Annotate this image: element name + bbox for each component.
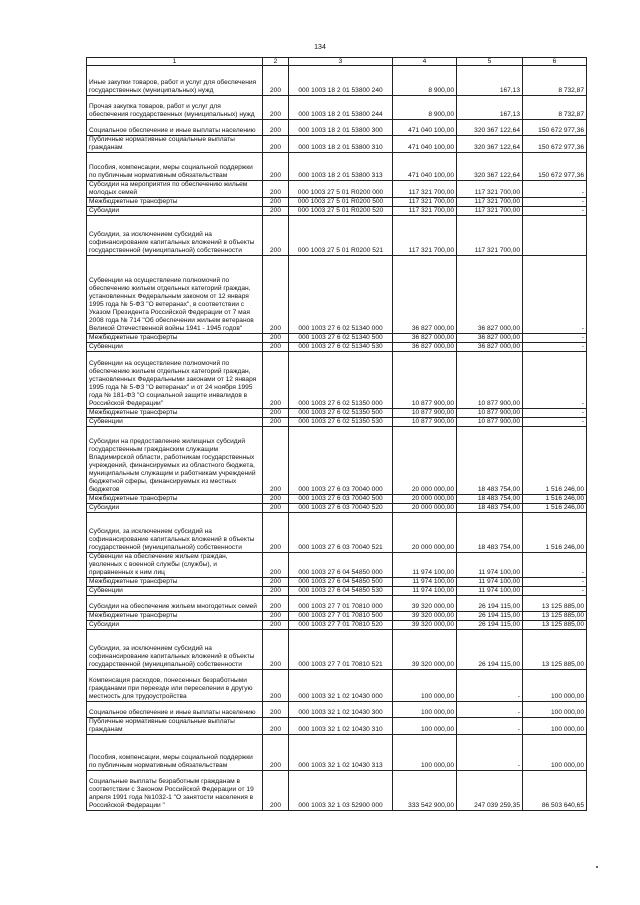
row-name: Субвенции на осуществление полномочий по обеспечению жильем отдельных категорий граждан, установленных Федеральными законами от 12 января 1995 года № 5-ФЗ "О ветеранах" и от 24 ноября 1995 года № 181-ФЗ "О социальной защите инвалидов в Российской Федерации" — [87, 352, 263, 409]
table-body — [87, 66, 587, 811]
row-budget-code: 000 1003 27 7 01 70810 520 — [289, 621, 393, 630]
row-unexecuted-amount: 150 672 977,36 — [523, 136, 587, 153]
row-approved-amount: 39 320 000,00 — [393, 596, 457, 612]
row-line-code: 200 — [263, 256, 289, 334]
row-line-code: 200 — [263, 153, 289, 181]
row-approved-amount: 10 877 900,00 — [393, 352, 457, 409]
row-unexecuted-amount: 86 503 640,65 — [523, 771, 587, 811]
row-unexecuted-amount: 1 516 246,00 — [523, 513, 587, 553]
row-name: Межбюджетные трансферты — [87, 334, 263, 343]
row-executed-amount: 18 483 754,00 — [457, 495, 523, 504]
row-line-code: 200 — [263, 495, 289, 504]
row-budget-code: 000 1003 27 5 01 R0200 500 — [289, 198, 393, 207]
budget-execution-table — [86, 57, 587, 811]
table-row — [87, 136, 587, 153]
row-name: Межбюджетные трансферты — [87, 495, 263, 504]
row-line-code: 200 — [263, 587, 289, 596]
row-unexecuted-amount: 100 000,00 — [523, 670, 587, 702]
row-executed-amount: 320 367 122,64 — [457, 153, 523, 181]
row-name: Субсидии, за исключением субсидий на софинансирование капитальных вложений в объекты государственной (муниципальной) собственности — [87, 216, 263, 256]
row-line-code: 200 — [263, 216, 289, 256]
row-executed-amount: 18 483 754,00 — [457, 427, 523, 495]
row-line-code: 200 — [263, 504, 289, 513]
row-unexecuted-amount: - — [523, 256, 587, 334]
row-name: Межбюджетные трансферты — [87, 578, 263, 587]
table-row — [87, 66, 587, 96]
row-approved-amount: 333 542 900,00 — [393, 771, 457, 811]
row-executed-amount: 18 483 754,00 — [457, 504, 523, 513]
table-row — [87, 153, 587, 181]
row-budget-code: 000 1003 27 6 02 51350 000 — [289, 352, 393, 409]
row-name: Субсидии — [87, 504, 263, 513]
row-line-code: 200 — [263, 771, 289, 811]
row-executed-amount: 26 194 115,00 — [457, 630, 523, 670]
row-approved-amount: 11 974 100,00 — [393, 578, 457, 587]
table-row — [87, 621, 587, 630]
row-name: Субвенции — [87, 418, 263, 427]
row-name: Субсидии, за исключением субсидий на софинансирование капитальных вложений в объекты государственной (муниципальной) собственности — [87, 513, 263, 553]
row-approved-amount: 8 900,00 — [393, 66, 457, 96]
row-name: Субсидии — [87, 207, 263, 216]
row-budget-code: 000 1003 27 6 02 51340 530 — [289, 343, 393, 352]
table-row — [87, 343, 587, 352]
row-name: Субвенции на осуществление полномочий по обеспечению жильем отдельных категорий граждан, установленных Федеральным законом от 12 января 1995 года № 5-ФЗ "О ветеранах", в соответствии с Указом Президента Российской Федерации от 7 мая 2008 года № 714 "Об обеспечении жильем ветеранов Великой Отечественной войны 1941 - 1945 годов" — [87, 256, 263, 334]
row-budget-code: 000 1003 18 2 01 53800 310 — [289, 136, 393, 153]
table-row — [87, 596, 587, 612]
table-row — [87, 216, 587, 256]
row-executed-amount: 320 367 122,64 — [457, 136, 523, 153]
row-line-code: 200 — [263, 513, 289, 553]
row-line-code: 200 — [263, 66, 289, 96]
row-budget-code: 000 1003 27 7 01 70810 000 — [289, 596, 393, 612]
table-row — [87, 587, 587, 596]
table-row — [87, 198, 587, 207]
row-name: Субвенции — [87, 343, 263, 352]
row-name: Компенсация расходов, понесенных безработными гражданами при переезде или переселении в другую местность для трудоустройства — [87, 670, 263, 702]
row-executed-amount: 36 827 000,00 — [457, 256, 523, 334]
row-approved-amount: 11 974 100,00 — [393, 587, 457, 596]
row-line-code: 200 — [263, 343, 289, 352]
row-executed-amount: 10 877 900,00 — [457, 352, 523, 409]
column-header-3: 3 — [289, 58, 393, 66]
row-budget-code: 000 1003 27 5 01 R0200 520 — [289, 207, 393, 216]
column-header-2: 2 — [263, 58, 289, 66]
table-row — [87, 702, 587, 718]
table-row — [87, 207, 587, 216]
table-row — [87, 553, 587, 578]
row-unexecuted-amount: 13 125 885,00 — [523, 596, 587, 612]
row-approved-amount: 100 000,00 — [393, 670, 457, 702]
row-unexecuted-amount: - — [523, 418, 587, 427]
row-executed-amount: 167,13 — [457, 96, 523, 120]
row-executed-amount: 26 194 115,00 — [457, 621, 523, 630]
row-line-code: 200 — [263, 136, 289, 153]
row-budget-code: 000 1003 32 1 02 10430 300 — [289, 702, 393, 718]
row-executed-amount: 18 483 754,00 — [457, 513, 523, 553]
row-line-code: 200 — [263, 409, 289, 418]
row-executed-amount: 247 039 259,35 — [457, 771, 523, 811]
row-name: Субсидии — [87, 621, 263, 630]
table-row — [87, 718, 587, 735]
row-name: Субвенции — [87, 587, 263, 596]
row-name: Публичные нормативные социальные выплаты гражданам — [87, 718, 263, 735]
row-approved-amount: 471 040 100,00 — [393, 120, 457, 136]
table-row — [87, 735, 587, 771]
row-budget-code: 000 1003 27 6 02 51350 500 — [289, 409, 393, 418]
row-unexecuted-amount: 150 672 977,36 — [523, 153, 587, 181]
row-approved-amount: 100 000,00 — [393, 735, 457, 771]
row-line-code: 200 — [263, 578, 289, 587]
row-approved-amount: 10 877 900,00 — [393, 418, 457, 427]
table-row — [87, 418, 587, 427]
table-row — [87, 181, 587, 198]
row-budget-code: 000 1003 27 6 03 70040 520 — [289, 504, 393, 513]
row-unexecuted-amount: 100 000,00 — [523, 735, 587, 771]
row-executed-amount: 10 877 900,00 — [457, 409, 523, 418]
row-line-code: 200 — [263, 334, 289, 343]
row-budget-code: 000 1003 27 7 01 70810 521 — [289, 630, 393, 670]
row-name: Субсидии на обеспечение жильем многодетных семей — [87, 596, 263, 612]
row-approved-amount: 471 040 100,00 — [393, 136, 457, 153]
row-name: Прочая закупка товаров, работ и услуг для обеспечения государственных (муниципальных) нужд — [87, 96, 263, 120]
row-budget-code: 000 1003 32 1 02 10430 313 — [289, 735, 393, 771]
row-unexecuted-amount: 8 732,87 — [523, 66, 587, 96]
row-line-code: 200 — [263, 207, 289, 216]
row-approved-amount: 20 000 000,00 — [393, 513, 457, 553]
row-budget-code: 000 1003 18 2 01 53800 240 — [289, 66, 393, 96]
row-unexecuted-amount: 100 000,00 — [523, 702, 587, 718]
row-name: Субсидии на предоставление жилищных субсидий государственным гражданским служащим Владимирской области, работникам государственных учреждений, финансируемых из областного бюджета, муниципальным служащим и работникам учреждений бюджетной сферы, финансируемых из местных бюджетов — [87, 427, 263, 495]
row-executed-amount: 36 827 000,00 — [457, 334, 523, 343]
row-unexecuted-amount: - — [523, 578, 587, 587]
row-budget-code: 000 1003 27 6 03 70040 521 — [289, 513, 393, 553]
row-unexecuted-amount: - — [523, 207, 587, 216]
row-executed-amount: 117 321 700,00 — [457, 198, 523, 207]
row-line-code: 200 — [263, 181, 289, 198]
row-executed-amount: 26 194 115,00 — [457, 596, 523, 612]
row-unexecuted-amount: - — [523, 334, 587, 343]
row-unexecuted-amount: 150 672 977,36 — [523, 120, 587, 136]
table-row — [87, 409, 587, 418]
row-approved-amount: 471 040 100,00 — [393, 153, 457, 181]
row-line-code: 200 — [263, 96, 289, 120]
row-line-code: 200 — [263, 718, 289, 735]
row-unexecuted-amount: - — [523, 181, 587, 198]
row-unexecuted-amount: 13 125 885,00 — [523, 630, 587, 670]
row-line-code: 200 — [263, 553, 289, 578]
row-budget-code: 000 1003 27 5 01 R0200 521 — [289, 216, 393, 256]
table-row — [87, 578, 587, 587]
table-row — [87, 352, 587, 409]
row-unexecuted-amount: 1 516 246,00 — [523, 504, 587, 513]
row-executed-amount: 36 827 000,00 — [457, 343, 523, 352]
row-name: Субсидии на мероприятия по обеспечению жильем молодых семей — [87, 181, 263, 198]
row-approved-amount: 39 320 000,00 — [393, 621, 457, 630]
table-row — [87, 334, 587, 343]
row-approved-amount: 10 877 900,00 — [393, 409, 457, 418]
row-approved-amount: 39 320 000,00 — [393, 612, 457, 621]
row-executed-amount: 11 974 100,00 — [457, 587, 523, 596]
row-name: Субвенции на обеспечение жильем граждан, уволенных с военной службы (службы), и приравненных к ним лиц — [87, 553, 263, 578]
row-budget-code: 000 1003 27 6 04 54850 530 — [289, 587, 393, 596]
row-budget-code: 000 1003 18 2 01 53800 244 — [289, 96, 393, 120]
row-executed-amount: 320 367 122,64 — [457, 120, 523, 136]
row-name: Межбюджетные трансферты — [87, 198, 263, 207]
row-budget-code: 000 1003 18 2 01 53800 313 — [289, 153, 393, 181]
table-row — [87, 771, 587, 811]
row-line-code: 200 — [263, 596, 289, 612]
row-budget-code: 000 1003 27 6 02 51350 530 — [289, 418, 393, 427]
row-approved-amount: 20 000 000,00 — [393, 495, 457, 504]
scan-artifact-dot — [596, 866, 598, 868]
row-name: Публичные нормативные социальные выплаты гражданам — [87, 136, 263, 153]
row-unexecuted-amount: - — [523, 343, 587, 352]
row-executed-amount: 117 321 700,00 — [457, 181, 523, 198]
row-approved-amount: 36 827 000,00 — [393, 334, 457, 343]
row-budget-code: 000 1003 27 7 01 70810 500 — [289, 612, 393, 621]
row-unexecuted-amount: 1 516 246,00 — [523, 427, 587, 495]
row-name: Социальное обеспечение и иные выплаты населению — [87, 120, 263, 136]
row-unexecuted-amount: 100 000,00 — [523, 718, 587, 735]
row-budget-code: 000 1003 27 6 02 51340 000 — [289, 256, 393, 334]
table-row — [87, 427, 587, 495]
row-approved-amount: 117 321 700,00 — [393, 216, 457, 256]
row-approved-amount: 39 320 000,00 — [393, 630, 457, 670]
row-approved-amount: 20 000 000,00 — [393, 427, 457, 495]
column-header-5: 5 — [457, 58, 523, 66]
row-budget-code: 000 1003 32 1 02 10430 310 — [289, 718, 393, 735]
table-row — [87, 495, 587, 504]
table-row — [87, 670, 587, 702]
row-name: Иные закупки товаров, работ и услуг для обеспечения государственных (муниципальных) нужд — [87, 66, 263, 96]
row-approved-amount: 8 900,00 — [393, 96, 457, 120]
row-executed-amount: 11 974 100,00 — [457, 553, 523, 578]
row-approved-amount: 117 321 700,00 — [393, 198, 457, 207]
column-header-4: 4 — [393, 58, 457, 66]
row-executed-amount: 167,13 — [457, 66, 523, 96]
row-executed-amount: - — [457, 718, 523, 735]
table-row — [87, 504, 587, 513]
row-budget-code: 000 1003 18 2 01 53800 300 — [289, 120, 393, 136]
row-budget-code: 000 1003 27 6 04 54850 500 — [289, 578, 393, 587]
row-unexecuted-amount: - — [523, 198, 587, 207]
row-approved-amount: 100 000,00 — [393, 718, 457, 735]
row-executed-amount: - — [457, 735, 523, 771]
table-row — [87, 96, 587, 120]
table-row — [87, 256, 587, 334]
table-row — [87, 513, 587, 553]
row-name: Межбюджетные трансферты — [87, 612, 263, 621]
row-executed-amount: 11 974 100,00 — [457, 578, 523, 587]
row-executed-amount: 10 877 900,00 — [457, 418, 523, 427]
row-line-code: 200 — [263, 418, 289, 427]
row-line-code: 200 — [263, 198, 289, 207]
row-line-code: 200 — [263, 621, 289, 630]
row-unexecuted-amount — [523, 216, 587, 256]
table-row — [87, 612, 587, 621]
row-approved-amount: 100 000,00 — [393, 702, 457, 718]
row-approved-amount: 117 321 700,00 — [393, 207, 457, 216]
row-line-code: 200 — [263, 612, 289, 621]
page-number: 134 — [314, 44, 326, 51]
row-executed-amount: 26 194 115,00 — [457, 612, 523, 621]
row-unexecuted-amount: - — [523, 409, 587, 418]
row-name: Субсидии, за исключением субсидий на софинансирование капитальных вложений в объекты государственной (муниципальной) собственности — [87, 630, 263, 670]
column-header-1: 1 — [87, 58, 263, 66]
column-number-row — [87, 58, 587, 66]
row-approved-amount: 36 827 000,00 — [393, 343, 457, 352]
row-name: Пособия, компенсации, меры социальной поддержки по публичным нормативным обязательствам — [87, 153, 263, 181]
row-name: Социальное обеспечение и иные выплаты населению — [87, 702, 263, 718]
row-line-code: 200 — [263, 735, 289, 771]
row-approved-amount: 117 321 700,00 — [393, 181, 457, 198]
row-line-code: 200 — [263, 427, 289, 495]
row-name: Межбюджетные трансферты — [87, 409, 263, 418]
row-unexecuted-amount: 13 125 885,00 — [523, 621, 587, 630]
row-unexecuted-amount: 8 732,87 — [523, 96, 587, 120]
row-budget-code: 000 1003 27 6 02 51340 500 — [289, 334, 393, 343]
row-budget-code: 000 1003 27 6 03 70040 500 — [289, 495, 393, 504]
row-budget-code: 000 1003 32 1 02 10430 000 — [289, 670, 393, 702]
row-unexecuted-amount: - — [523, 587, 587, 596]
row-executed-amount: - — [457, 702, 523, 718]
row-executed-amount: 117 321 700,00 — [457, 207, 523, 216]
row-name: Пособия, компенсации, меры социальной поддержки по публичным нормативным обязательствам — [87, 735, 263, 771]
row-approved-amount: 36 827 000,00 — [393, 256, 457, 334]
table-row — [87, 630, 587, 670]
column-header-6: 6 — [523, 58, 587, 66]
row-unexecuted-amount: - — [523, 553, 587, 578]
row-line-code: 200 — [263, 120, 289, 136]
row-name: Социальные выплаты безработным гражданам в соответствии с Законом Российской Федерации от 19 апреля 1991 года №1032-1 "О занятости населения в Российской Федерации " — [87, 771, 263, 811]
row-approved-amount: 11 974 100,00 — [393, 553, 457, 578]
row-executed-amount: 117 321 700,00 — [457, 216, 523, 256]
row-line-code: 200 — [263, 630, 289, 670]
row-budget-code: 000 1003 27 5 01 R0200 000 — [289, 181, 393, 198]
row-budget-code: 000 1003 32 1 03 52900 000 — [289, 771, 393, 811]
row-approved-amount: 20 000 000,00 — [393, 504, 457, 513]
row-unexecuted-amount: - — [523, 352, 587, 409]
row-budget-code: 000 1003 27 6 04 54850 000 — [289, 553, 393, 578]
row-line-code: 200 — [263, 702, 289, 718]
row-executed-amount: - — [457, 670, 523, 702]
row-budget-code: 000 1003 27 6 03 70040 000 — [289, 427, 393, 495]
row-line-code: 200 — [263, 670, 289, 702]
row-unexecuted-amount: 13 125 885,00 — [523, 612, 587, 621]
table-row — [87, 120, 587, 136]
row-unexecuted-amount: 1 516 246,00 — [523, 495, 587, 504]
row-line-code: 200 — [263, 352, 289, 409]
